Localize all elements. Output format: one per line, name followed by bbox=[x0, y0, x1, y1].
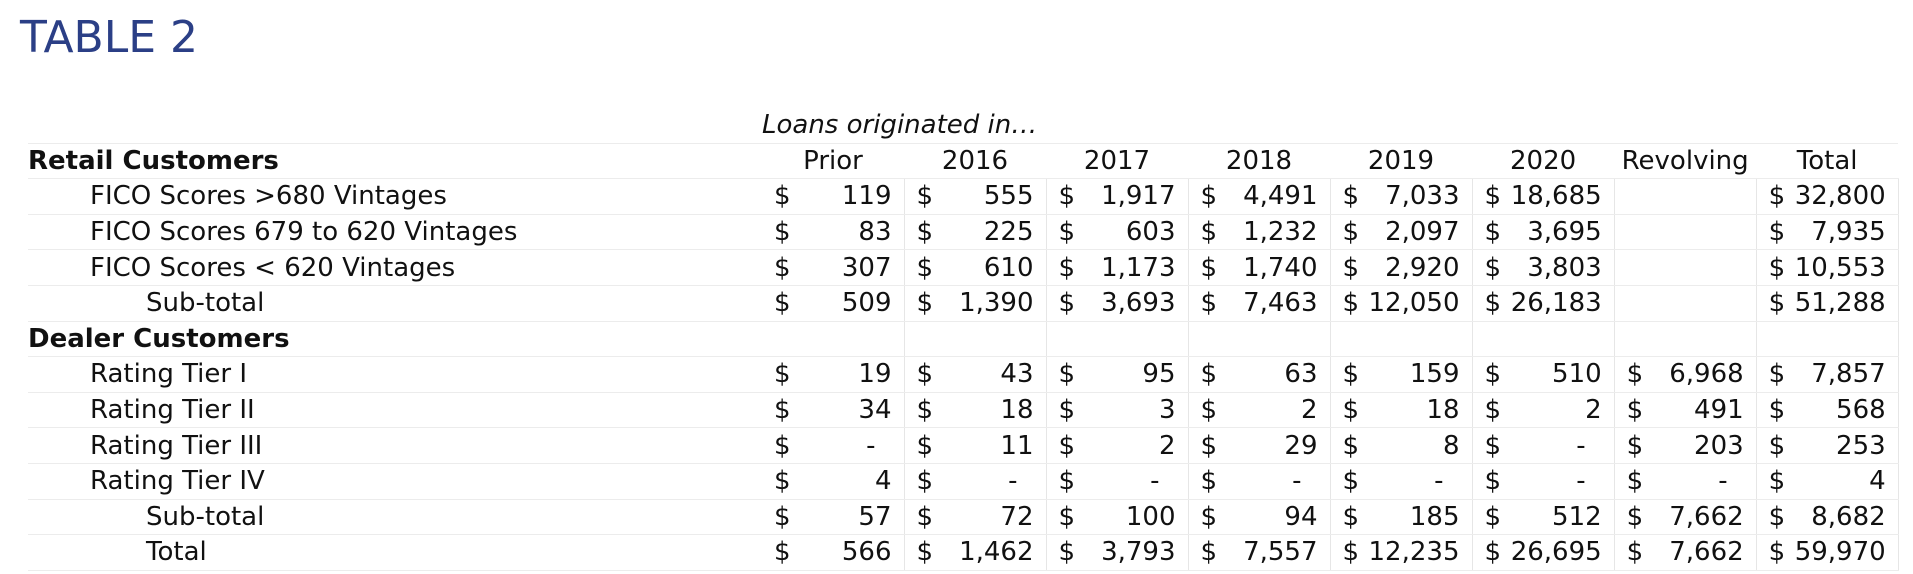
currency-symbol: $ bbox=[904, 214, 934, 250]
table-row bbox=[28, 357, 1898, 393]
currency-symbol: $ bbox=[1188, 535, 1218, 571]
value-total: 253 bbox=[1786, 428, 1898, 464]
value-2019: 12,050 bbox=[1360, 285, 1472, 321]
value-total: 8,682 bbox=[1786, 499, 1898, 535]
currency-symbol: $ bbox=[1330, 357, 1360, 393]
value-2017: 603 bbox=[1076, 214, 1188, 250]
currency-symbol: $ bbox=[1330, 535, 1360, 571]
currency-symbol: $ bbox=[1472, 285, 1502, 321]
currency-symbol: $ bbox=[762, 250, 792, 286]
currency-symbol: $ bbox=[1614, 535, 1644, 571]
value-2017: - bbox=[1076, 463, 1188, 499]
value-prior: 19 bbox=[792, 357, 904, 393]
empty-cell bbox=[1046, 321, 1076, 357]
value-revolving bbox=[1644, 179, 1756, 215]
currency-symbol: $ bbox=[1472, 179, 1502, 215]
currency-symbol: $ bbox=[762, 428, 792, 464]
currency-symbol: $ bbox=[1756, 179, 1786, 215]
table-row bbox=[28, 179, 1898, 215]
empty-cell bbox=[1218, 321, 1330, 357]
value-2016: 610 bbox=[934, 250, 1046, 286]
currency-symbol: $ bbox=[1472, 214, 1502, 250]
value-2017: 1,917 bbox=[1076, 179, 1188, 215]
empty-cell bbox=[1330, 321, 1360, 357]
currency-symbol: $ bbox=[1046, 392, 1076, 428]
currency-symbol: $ bbox=[1330, 428, 1360, 464]
table-body bbox=[28, 108, 1898, 570]
row-label: Sub-total bbox=[28, 285, 762, 321]
currency-symbol: $ bbox=[1188, 428, 1218, 464]
currency-symbol: $ bbox=[1188, 392, 1218, 428]
note-row bbox=[28, 108, 1898, 143]
col-header-2019: 2019 bbox=[1330, 143, 1472, 179]
currency-symbol: $ bbox=[1330, 214, 1360, 250]
value-2019: 8 bbox=[1360, 428, 1472, 464]
currency-symbol: $ bbox=[1046, 285, 1076, 321]
table-row bbox=[28, 463, 1898, 499]
currency-symbol: $ bbox=[1472, 463, 1502, 499]
value-2020: 26,695 bbox=[1502, 535, 1614, 571]
value-2018: 4,491 bbox=[1218, 179, 1330, 215]
currency-symbol: $ bbox=[762, 392, 792, 428]
currency-symbol: $ bbox=[904, 499, 934, 535]
currency-symbol bbox=[1614, 285, 1644, 321]
col-header-2018: 2018 bbox=[1188, 143, 1330, 179]
value-2018: 1,740 bbox=[1218, 250, 1330, 286]
currency-symbol: $ bbox=[1188, 214, 1218, 250]
currency-symbol: $ bbox=[1188, 179, 1218, 215]
currency-symbol bbox=[1614, 250, 1644, 286]
currency-symbol: $ bbox=[904, 535, 934, 571]
value-2020: 18,685 bbox=[1502, 179, 1614, 215]
header-row bbox=[28, 143, 1898, 179]
value-2020: 3,695 bbox=[1502, 214, 1614, 250]
value-prior: - bbox=[792, 428, 904, 464]
currency-symbol: $ bbox=[1046, 428, 1076, 464]
value-revolving: 203 bbox=[1644, 428, 1756, 464]
table-row bbox=[28, 428, 1898, 464]
currency-symbol: $ bbox=[1188, 357, 1218, 393]
value-2019: 12,235 bbox=[1360, 535, 1472, 571]
col-header-revolving: Revolving bbox=[1614, 143, 1756, 179]
value-2016: 72 bbox=[934, 499, 1046, 535]
value-2017: 3 bbox=[1076, 392, 1188, 428]
currency-symbol: $ bbox=[762, 179, 792, 215]
value-2017: 3,693 bbox=[1076, 285, 1188, 321]
currency-symbol: $ bbox=[1756, 428, 1786, 464]
empty-cell bbox=[1614, 108, 1756, 143]
empty-cell bbox=[1644, 321, 1756, 357]
value-prior: 307 bbox=[792, 250, 904, 286]
loans-originated-note: Loans originated in… bbox=[762, 108, 1614, 143]
empty-cell bbox=[1756, 108, 1898, 143]
value-total: 568 bbox=[1786, 392, 1898, 428]
value-total: 4 bbox=[1786, 463, 1898, 499]
value-2019: 2,097 bbox=[1360, 214, 1472, 250]
value-revolving: - bbox=[1644, 463, 1756, 499]
currency-symbol: $ bbox=[1472, 357, 1502, 393]
currency-symbol: $ bbox=[762, 535, 792, 571]
col-header-prior: Prior bbox=[762, 143, 904, 179]
value-2019: 7,033 bbox=[1360, 179, 1472, 215]
value-prior: 509 bbox=[792, 285, 904, 321]
row-label: Rating Tier III bbox=[28, 428, 762, 464]
empty-cell bbox=[934, 321, 1046, 357]
value-prior: 4 bbox=[792, 463, 904, 499]
value-revolving: 7,662 bbox=[1644, 499, 1756, 535]
currency-symbol: $ bbox=[1046, 357, 1076, 393]
empty-cell bbox=[1360, 321, 1472, 357]
currency-symbol: $ bbox=[762, 214, 792, 250]
currency-symbol: $ bbox=[1330, 499, 1360, 535]
subtotal-row bbox=[28, 499, 1898, 535]
currency-symbol: $ bbox=[1756, 357, 1786, 393]
currency-symbol: $ bbox=[904, 285, 934, 321]
empty-cell bbox=[1188, 321, 1218, 357]
currency-symbol: $ bbox=[1756, 392, 1786, 428]
currency-symbol: $ bbox=[1472, 392, 1502, 428]
value-prior: 34 bbox=[792, 392, 904, 428]
currency-symbol: $ bbox=[1756, 250, 1786, 286]
currency-symbol: $ bbox=[1188, 463, 1218, 499]
value-2020: 510 bbox=[1502, 357, 1614, 393]
table-row bbox=[28, 392, 1898, 428]
value-2020: 3,803 bbox=[1502, 250, 1614, 286]
currency-symbol: $ bbox=[1614, 463, 1644, 499]
value-2016: 18 bbox=[934, 392, 1046, 428]
currency-symbol: $ bbox=[1188, 285, 1218, 321]
value-2019: 185 bbox=[1360, 499, 1472, 535]
value-total: 7,857 bbox=[1786, 357, 1898, 393]
currency-symbol: $ bbox=[1046, 179, 1076, 215]
currency-symbol: $ bbox=[1330, 179, 1360, 215]
empty-cell bbox=[1502, 321, 1614, 357]
currency-symbol: $ bbox=[1330, 250, 1360, 286]
value-total: 10,553 bbox=[1786, 250, 1898, 286]
value-2018: 94 bbox=[1218, 499, 1330, 535]
col-header-2016: 2016 bbox=[904, 143, 1046, 179]
value-2016: 1,462 bbox=[934, 535, 1046, 571]
row-label: FICO Scores >680 Vintages bbox=[28, 179, 762, 215]
empty-cell bbox=[1756, 321, 1786, 357]
currency-symbol: $ bbox=[1046, 499, 1076, 535]
value-2016: 555 bbox=[934, 179, 1046, 215]
empty-cell bbox=[1472, 321, 1502, 357]
currency-symbol: $ bbox=[1046, 250, 1076, 286]
value-revolving: 6,968 bbox=[1644, 357, 1756, 393]
loans-table bbox=[28, 108, 1899, 571]
value-2020: - bbox=[1502, 428, 1614, 464]
table-row bbox=[28, 214, 1898, 250]
row-label: FICO Scores 679 to 620 Vintages bbox=[28, 214, 762, 250]
value-2016: 1,390 bbox=[934, 285, 1046, 321]
currency-symbol: $ bbox=[762, 285, 792, 321]
currency-symbol: $ bbox=[904, 179, 934, 215]
currency-symbol: $ bbox=[1046, 214, 1076, 250]
value-2016: 11 bbox=[934, 428, 1046, 464]
currency-symbol: $ bbox=[1330, 392, 1360, 428]
currency-symbol: $ bbox=[1756, 535, 1786, 571]
value-2020: 512 bbox=[1502, 499, 1614, 535]
currency-symbol: $ bbox=[1614, 357, 1644, 393]
row-label: Rating Tier II bbox=[28, 392, 762, 428]
currency-symbol: $ bbox=[1472, 428, 1502, 464]
currency-symbol: $ bbox=[1614, 428, 1644, 464]
value-total: 32,800 bbox=[1786, 179, 1898, 215]
col-header-total: Total bbox=[1756, 143, 1898, 179]
currency-symbol: $ bbox=[762, 499, 792, 535]
value-prior: 566 bbox=[792, 535, 904, 571]
row-label: Sub-total bbox=[28, 499, 762, 535]
currency-symbol: $ bbox=[904, 250, 934, 286]
currency-symbol: $ bbox=[1756, 285, 1786, 321]
currency-symbol bbox=[1614, 214, 1644, 250]
page-title: TABLE 2 bbox=[20, 12, 199, 63]
value-2017: 1,173 bbox=[1076, 250, 1188, 286]
currency-symbol: $ bbox=[1614, 499, 1644, 535]
value-prior: 83 bbox=[792, 214, 904, 250]
value-revolving: 491 bbox=[1644, 392, 1756, 428]
total-row bbox=[28, 535, 1898, 571]
value-2018: 2 bbox=[1218, 392, 1330, 428]
empty-cell bbox=[792, 321, 904, 357]
value-2019: - bbox=[1360, 463, 1472, 499]
value-2018: 63 bbox=[1218, 357, 1330, 393]
currency-symbol: $ bbox=[904, 463, 934, 499]
value-2018: 7,463 bbox=[1218, 285, 1330, 321]
dealer-section-title-row bbox=[28, 321, 1898, 357]
currency-symbol: $ bbox=[1330, 285, 1360, 321]
value-prior: 119 bbox=[792, 179, 904, 215]
value-2018: - bbox=[1218, 463, 1330, 499]
currency-symbol: $ bbox=[1188, 250, 1218, 286]
row-label: Rating Tier I bbox=[28, 357, 762, 393]
currency-symbol: $ bbox=[1756, 499, 1786, 535]
currency-symbol: $ bbox=[904, 392, 934, 428]
currency-symbol: $ bbox=[1472, 499, 1502, 535]
value-2017: 95 bbox=[1076, 357, 1188, 393]
dealer-section-title: Dealer Customers bbox=[28, 321, 762, 357]
value-2016: - bbox=[934, 463, 1046, 499]
value-2017: 2 bbox=[1076, 428, 1188, 464]
currency-symbol: $ bbox=[904, 428, 934, 464]
value-2018: 1,232 bbox=[1218, 214, 1330, 250]
value-2020: 2 bbox=[1502, 392, 1614, 428]
value-2018: 29 bbox=[1218, 428, 1330, 464]
currency-symbol: $ bbox=[1756, 463, 1786, 499]
value-2019: 18 bbox=[1360, 392, 1472, 428]
value-2017: 3,793 bbox=[1076, 535, 1188, 571]
value-total: 51,288 bbox=[1786, 285, 1898, 321]
value-total: 59,970 bbox=[1786, 535, 1898, 571]
value-revolving bbox=[1644, 214, 1756, 250]
currency-symbol: $ bbox=[1472, 535, 1502, 571]
value-2018: 7,557 bbox=[1218, 535, 1330, 571]
value-prior: 57 bbox=[792, 499, 904, 535]
empty-cell bbox=[1786, 321, 1898, 357]
currency-symbol: $ bbox=[1614, 392, 1644, 428]
empty-cell bbox=[1076, 321, 1188, 357]
value-2020: - bbox=[1502, 463, 1614, 499]
empty-cell bbox=[28, 108, 762, 143]
value-2017: 100 bbox=[1076, 499, 1188, 535]
currency-symbol bbox=[1614, 179, 1644, 215]
value-2016: 43 bbox=[934, 357, 1046, 393]
empty-cell bbox=[1614, 321, 1644, 357]
value-2016: 225 bbox=[934, 214, 1046, 250]
value-2019: 2,920 bbox=[1360, 250, 1472, 286]
col-header-2017: 2017 bbox=[1046, 143, 1188, 179]
empty-cell bbox=[762, 321, 792, 357]
value-revolving: 7,662 bbox=[1644, 535, 1756, 571]
row-label: Rating Tier IV bbox=[28, 463, 762, 499]
subtotal-row bbox=[28, 285, 1898, 321]
value-revolving bbox=[1644, 250, 1756, 286]
currency-symbol: $ bbox=[762, 463, 792, 499]
table-row bbox=[28, 250, 1898, 286]
currency-symbol: $ bbox=[1330, 463, 1360, 499]
currency-symbol: $ bbox=[762, 357, 792, 393]
col-header-2020: 2020 bbox=[1472, 143, 1614, 179]
currency-symbol: $ bbox=[1472, 250, 1502, 286]
currency-symbol: $ bbox=[1046, 535, 1076, 571]
value-total: 7,935 bbox=[1786, 214, 1898, 250]
retail-section-title: Retail Customers bbox=[28, 143, 762, 179]
value-revolving bbox=[1644, 285, 1756, 321]
empty-cell bbox=[904, 321, 934, 357]
currency-symbol: $ bbox=[904, 357, 934, 393]
value-2019: 159 bbox=[1360, 357, 1472, 393]
currency-symbol: $ bbox=[1188, 499, 1218, 535]
value-2020: 26,183 bbox=[1502, 285, 1614, 321]
currency-symbol: $ bbox=[1756, 214, 1786, 250]
row-label: Total bbox=[28, 535, 762, 571]
row-label: FICO Scores < 620 Vintages bbox=[28, 250, 762, 286]
currency-symbol: $ bbox=[1046, 463, 1076, 499]
